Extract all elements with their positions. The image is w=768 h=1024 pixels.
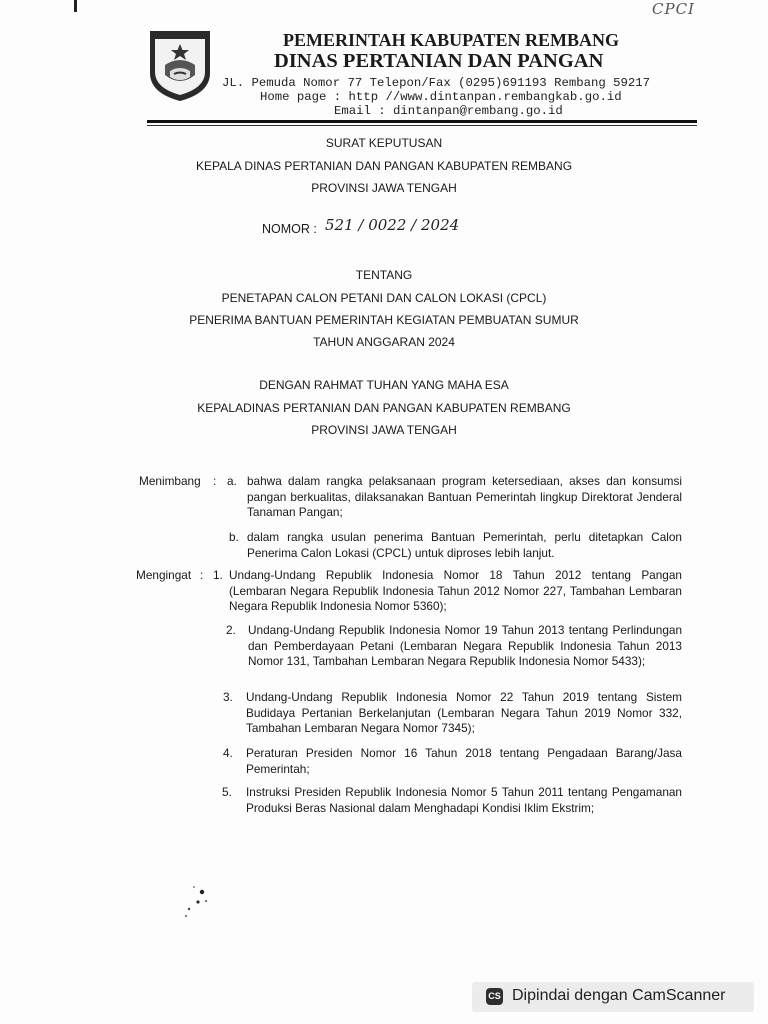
scan-specks [180, 882, 214, 922]
menimbang-a-text: bahwa dalam rangka pelaksanaan program ketersediaan, akses dan konsumsi pangan berkualitas, dilaksanakan Bantuan Pemerintah lingkup Direktorat Jenderal Tanaman Pangan; [247, 474, 682, 519]
blessing-line-3: PROVINSI JAWA TENGAH [311, 423, 457, 437]
mengingat-2-text: Undang-Undang Republik Indonesia Nomor 19 Tahun 2013 tentang Perlindungan dan Pemberdayaan Petani (Lembaran Negara Republik Indonesia Tahun 2013 Nomor 131, Tambahan Lembaran Negara Republik Indonesia Nomor 5433); [248, 623, 682, 668]
letterhead-agency: DINAS PERTANIAN DAN PANGAN [274, 50, 604, 72]
menimbang-label: Menimbang [139, 474, 201, 488]
subject-line-2: PENERIMA BANTUAN PEMERINTAH KEGIATAN PEMBUATAN SUMUR [189, 313, 579, 327]
mengingat-4-text: Peraturan Presiden Nomor 16 Tahun 2018 tentang Pengadaan Barang/Jasa Pemerintah; [246, 746, 682, 776]
mengingat-2-marker: 2. [226, 623, 236, 637]
letterhead-government: PEMERINTAH KABUPATEN REMBANG [283, 30, 620, 50]
mengingat-3-text: Undang-Undang Republik Indonesia Nomor 22 Tahun 2019 tentang Sistem Budidaya Pertanian Berkelanjutan (Lembaran Negara Tahun 2019 Nomor 332, Tambahan Lembaran Negara Nomor 7345); [246, 690, 682, 735]
menimbang-b-marker: b. [229, 530, 239, 544]
decree-number-label: NOMOR : [262, 222, 317, 236]
menimbang-colon: : [213, 474, 217, 488]
tentang-heading: TENTANG [355, 268, 413, 282]
handwritten-note: CPCI [652, 0, 695, 18]
mengingat-colon: : [200, 568, 204, 582]
letterhead-address: JL. Pemuda Nomor 77 Telepon/Fax (0295)691193 Rembang 59217 [222, 76, 651, 90]
mengingat-1-text: Undang-Undang Republik Indonesia Nomor 18 Tahun 2012 tentang Pangan (Lembaran Negara Republik Indonesia Tahun 2012 Nomor 227, Tambahan Lembaran Negara Republik Indonesia Nomor 5360); [229, 568, 682, 613]
mengingat-1-marker: 1. [213, 568, 223, 582]
mengingat-5-text: Instruksi Presiden Republik Indonesia Nomor 5 Tahun 2011 tentang Pengamanan Produksi Beras Nasional dalam Menghadapi Kondisi Iklim Ekstrim; [246, 785, 682, 815]
subject-line-3: TAHUN ANGGARAN 2024 [313, 335, 455, 349]
mengingat-4-marker: 4. [223, 746, 233, 760]
decree-number-value: 521 / 0022 / 2024 [325, 216, 460, 234]
letterhead-rule-thin [147, 125, 697, 126]
decree-title: SURAT KEPUTUSAN [325, 136, 443, 150]
decree-province: PROVINSI JAWA TENGAH [311, 181, 457, 195]
camscanner-text: Dipindai dengan CamScanner [512, 987, 726, 1004]
letterhead-homepage: Home page : http //www.dintanpan.rembangkab.go.id [260, 90, 622, 104]
scan-margin-mark [74, 0, 77, 12]
decree-issuer: KEPALA DINAS PERTANIAN DAN PANGAN KABUPATEN REMBANG [195, 159, 573, 173]
mengingat-5-marker: 5. [222, 785, 232, 799]
camscanner-icon: CS [486, 988, 503, 1005]
subject-line-1: PENETAPAN CALON PETANI DAN CALON LOKASI (CPCL) [221, 291, 547, 305]
blessing-line-2: KEPALADINAS PERTANIAN DAN PANGAN KABUPATEN REMBANG [197, 401, 571, 415]
mengingat-3-marker: 3. [223, 690, 233, 704]
mengingat-label: Mengingat [136, 568, 192, 582]
letterhead-rule-thick [147, 120, 697, 123]
menimbang-a-marker: a. [227, 474, 237, 488]
menimbang-b-text: dalam rangka usulan penerima Bantuan Pemerintah, perlu ditetapkan Calon Penerima Calon Lokasi (CPCL) untuk diproses lebih lanjut. [247, 530, 682, 560]
regency-emblem-icon [148, 27, 212, 103]
letterhead-email: Email : dintanpan@rembang.go.id [334, 104, 563, 118]
blessing-line-1: DENGAN RAHMAT TUHAN YANG MAHA ESA [259, 378, 509, 392]
